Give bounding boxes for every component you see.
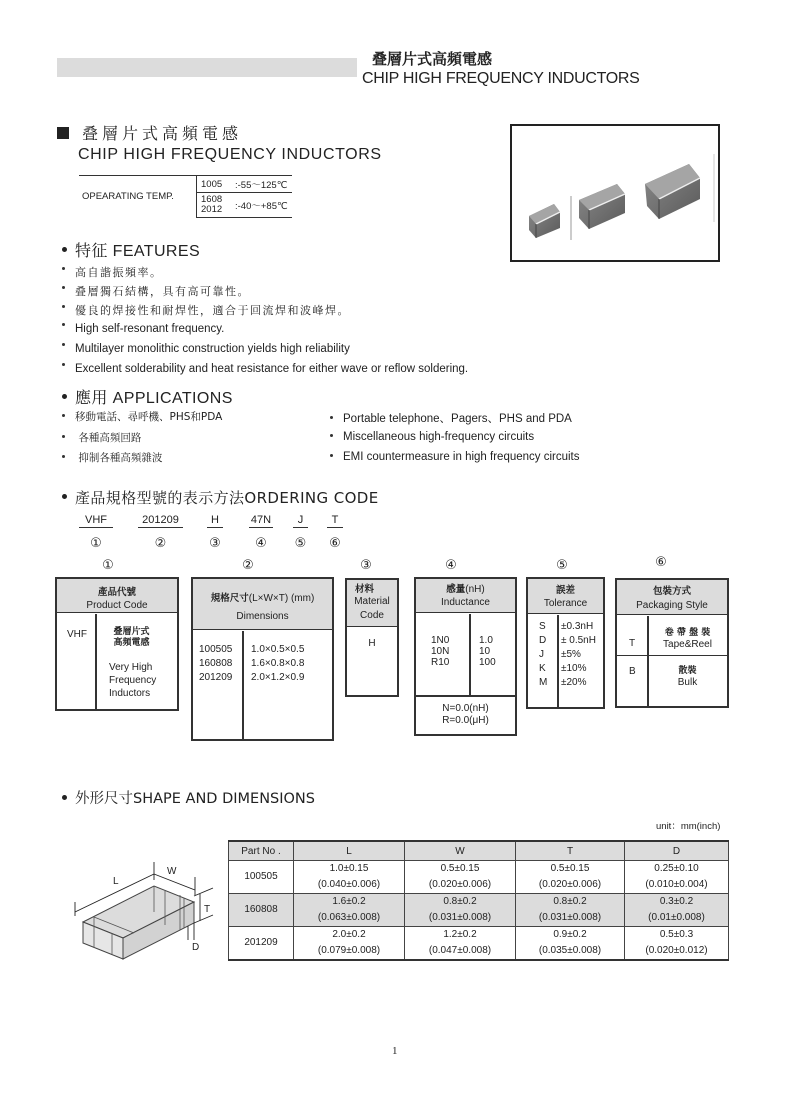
temp-size: 2012 [201,204,223,215]
packaging-code: T [629,638,636,649]
cell-mm: 0.25±0.10 [654,863,699,874]
tolerance-code: M [539,677,548,688]
ordering-code-segment: J [293,514,308,528]
table-header-row [229,841,729,861]
material-head-cn: 材料 [355,584,375,595]
features-heading-en: FEATURES [112,243,201,260]
inductance-value: 10 [479,646,491,657]
product-code-desc-cn: 高頻電感 [113,638,150,648]
part-number: 100505 [229,861,294,894]
cell-mm: 2.0±0.2 [332,929,366,940]
ordering-code-number: ⑤ [294,536,307,551]
bullet-icon [62,455,65,458]
bullet-icon [62,267,65,270]
dimensions-head-en: Dimensions [236,611,289,622]
bullet-icon [62,323,65,326]
packaging-type-en: Tape&Reel [663,639,712,650]
feature-item: Multilayer monolithic construction yields high reliability [62,343,350,355]
cell-inch: (0.031±0.008) [428,912,492,923]
ordering-code-number: ③ [209,536,221,551]
inductance-code: R10 [431,657,450,668]
tolerance-code: D [539,635,547,646]
chip-inductor-photo [510,124,720,262]
tolerance-value: ± 0.5nH [561,635,596,646]
cell-mm: 1.2±0.2 [443,929,477,940]
column-header: W [405,841,516,861]
inductance-note: R=0.0(μH) [442,715,489,726]
column-header: Part No . [229,841,294,861]
cell-inch: (0.040±0.006) [317,879,381,890]
chip-inductors-image [512,126,718,260]
inductance-head-unit: (nH) [465,584,485,595]
dimension-code: 100505 [199,644,233,655]
cell-mm: 1.0±0.15 [329,863,369,874]
cell-inch: (0.010±0.004) [645,879,708,890]
table-row [229,861,729,894]
ordering-code-segment: 47N [250,514,272,526]
cell-inch: (0.047±0.008) [428,945,492,956]
application-item-en: Miscellaneous high-frequency circuits [330,431,534,443]
temp-range: :-40～+85℃ [231,193,292,218]
column-header: L [294,841,405,861]
dimension-code: 160808 [199,658,233,669]
header-title-cn: 叠層片式高頻電感 [372,50,493,68]
chip-small [529,204,560,238]
tolerance-code: K [539,663,546,674]
temp-range: :-55～125℃ [231,176,292,193]
inductance-code: 1N0 [431,635,450,646]
packaging-code: B [629,666,636,677]
diagram-label-w: W [167,866,177,877]
chip-dimension-diagram [70,850,220,960]
cell-mm: 0.3±0.2 [659,896,694,907]
cell-mm: 1.6±0.2 [332,896,366,907]
inductance-head-cn: 感量 [446,584,466,595]
dimensions-table [228,840,729,961]
material-head-en: Material [354,596,390,607]
packaging-box [615,578,729,708]
features-heading [62,238,200,261]
packaging-type-cn: 散裝 [678,666,697,676]
dimensions-head-cn: 規格尺寸 [210,593,249,604]
product-code-value: VHF [67,629,87,640]
header-title-en: CHIP HIGH FREQUENCY INDUCTORS [362,70,640,87]
bullet-icon [62,363,65,366]
product-title-cn: 叠層片式高頻電感 [82,124,243,143]
material-box [345,578,399,697]
cell-inch: (0.079±0.008) [317,945,381,956]
dimensions-box [191,577,334,741]
ordering-code-number: ④ [255,536,267,551]
ordering-code-number: ① [90,536,102,551]
dimension-code: 201209 [199,672,233,683]
product-code-box [55,577,179,711]
feature-item: 高自諧振頻率。 [62,264,163,280]
packaging-head-cn: 包裝方式 [652,586,691,597]
ordering-code-number: ② [154,536,167,551]
inductance-value: 100 [479,657,496,668]
bullet-icon [62,435,65,438]
bullet-icon [330,416,333,419]
bullet-icon [62,286,65,289]
cell-inch: (0.020±0.012) [645,945,708,956]
tolerance-value: ±0.3nH [561,621,594,632]
packaging-type-en: Bulk [677,677,698,688]
feature-item: Excellent solderability and heat resistance for either wave or reflow soldering. [62,363,468,375]
cell-mm: 0.5±0.3 [659,929,694,940]
bullet-icon [330,454,333,457]
square-bullet-icon [57,127,69,139]
tolerance-head-cn: 誤差 [555,585,575,596]
product-title-en: CHIP HIGH FREQUENCY INDUCTORS [78,146,382,163]
application-item-en: EMI countermeasure in high frequency circuits [330,451,580,463]
diagram-label-l: L [113,876,119,887]
unit-label: unit：mm(inch) [656,821,721,832]
ordering-code-number: ⑥ [329,536,341,551]
bullet-icon [62,494,67,499]
material-value: H [368,638,376,649]
application-item-cn: 移動電話、尋呼機、PHS和PDA [62,409,222,424]
product-code-head-en: Product Code [86,600,148,611]
box-number: ① [102,558,114,573]
cell-mm: 0.5±0.15 [440,863,480,874]
product-code-desc-en: Very High [109,662,153,673]
features-heading-cn: 特征 [75,241,108,260]
inductance-note: N=0.0(nH) [442,703,489,714]
ordering-heading: 產品規格型號的表示方法ORDERING CODE [62,487,379,508]
feature-item: 叠層獨石結構，具有高可靠性。 [62,283,250,299]
inductance-value: 1.0 [479,635,493,646]
box-number: ⑤ [556,558,568,573]
temp-size: 1608 [201,194,223,205]
tolerance-value: ±10% [561,663,587,674]
cell-inch: (0.031±0.008) [538,912,602,923]
cell-inch: (0.063±0.008) [317,912,381,923]
tolerance-code: J [539,649,544,660]
temp-size: 1005 [197,176,232,193]
ordering-code-segment: 201209 [138,514,183,528]
operating-temp-table [79,175,292,218]
bullet-icon [62,305,65,308]
cell-mm: 0.8±0.2 [443,896,477,907]
cell-mm: 0.8±0.2 [553,896,587,907]
chip-large [645,164,700,219]
product-code-desc-cn: 叠層片式 [113,627,150,637]
dimension-value: 1.6×0.8×0.8 [251,658,305,669]
feature-item: 優良的焊接性和耐焊性，適合于回流焊和波峰焊。 [62,302,350,318]
bullet-icon [62,394,67,399]
inductance-head-en: Inductance [441,597,490,608]
bullet-icon [62,343,65,346]
material-head-en: Code [360,610,384,621]
feature-item: High self-resonant frequency. [62,323,224,335]
cell-inch: (0.020±0.006) [538,879,602,890]
tolerance-box [526,577,605,709]
diagram-label-t: T [204,904,211,915]
application-item-cn: 抑制各種高頻雜波 [62,450,162,465]
product-code-desc-en: Frequency [109,675,157,686]
ordering-code-segment: T [327,514,343,528]
cell-inch: (0.020±0.006) [428,879,492,890]
cell-mm: 0.9±0.2 [553,929,587,940]
dimension-value: 1.0×0.5×0.5 [251,644,305,655]
box-number: ② [242,558,254,573]
tolerance-value: ±5% [561,649,581,660]
inductance-box [414,577,517,736]
dimensions-head-unit: (L×W×T) (mm) [248,593,315,604]
packaging-head-en: Packaging Style [636,600,708,611]
applications-heading-cn: 應用 [75,388,108,407]
applications-heading-en: APPLICATIONS [112,390,233,407]
part-number: 201209 [229,927,294,961]
box-number: ⑥ [655,555,667,570]
part-number: 160808 [229,894,294,927]
column-header: D [625,841,729,861]
cell-inch: (0.035±0.008) [538,945,602,956]
application-item-cn: 各種高頻回路 [62,430,141,445]
packaging-type-cn: 卷 帶 盤 裝 [664,628,711,638]
bullet-icon [62,795,67,800]
bullet-icon [330,434,333,437]
applications-heading [62,385,233,408]
tolerance-head-en: Tolerance [543,598,588,609]
bullet-icon [62,414,65,417]
inductance-code: 10N [431,646,450,657]
page-number: 1 [392,1045,398,1057]
header-bar [57,58,357,77]
product-code-desc-en: Inductors [109,688,151,699]
ordering-code-segment: H [207,514,223,528]
cell-inch: (0.01±0.008) [648,912,705,923]
tolerance-code: S [539,621,546,632]
product-code-head-cn: 產品代號 [97,587,136,598]
table-row [229,927,729,961]
application-item-en: Portable telephone、Pagers、PHS and PDA [330,410,572,426]
table-row [229,894,729,927]
chip-medium [579,184,625,229]
bullet-icon [62,247,67,252]
box-number: ④ [445,558,457,573]
shape-heading: 外形尺寸SHAPE AND DIMENSIONS [62,787,315,808]
cell-mm: 0.5±0.15 [550,863,590,874]
ordering-code-segment: VHF [79,514,113,528]
dimension-value: 2.0×1.2×0.9 [251,672,305,683]
box-number: ③ [360,558,372,573]
diagram-label-d: D [192,942,200,953]
tolerance-value: ±20% [561,677,587,688]
column-header: T [516,841,625,861]
operating-temp-label: OPEARATING TEMP. [79,176,197,218]
